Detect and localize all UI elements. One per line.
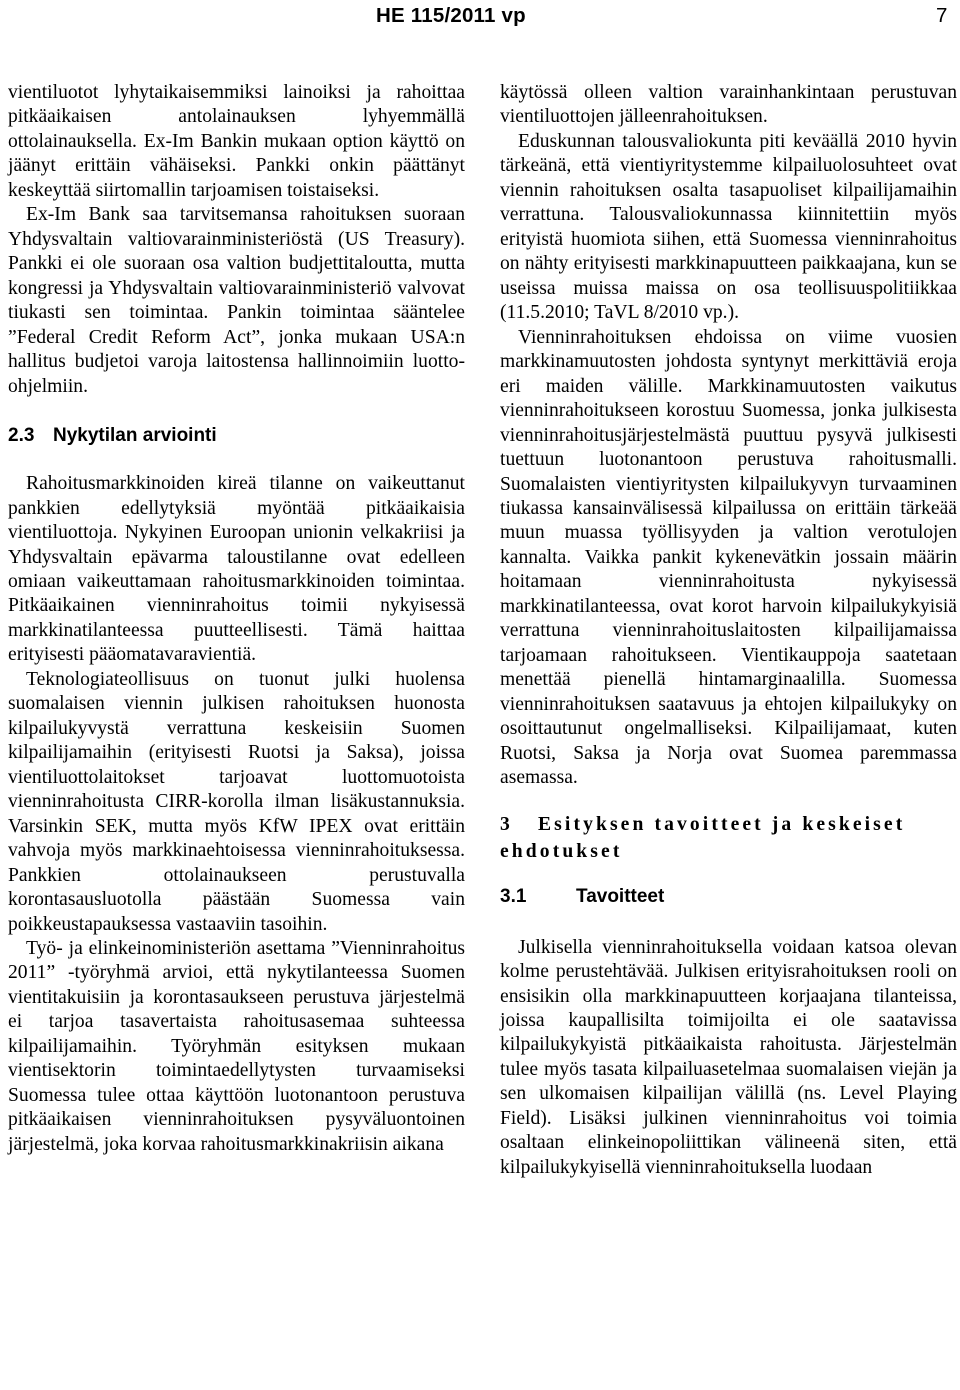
chapter-number: 3 <box>500 813 510 835</box>
paragraph: Teknologiateollisuus on tuonut julki huolensa suomalaisen viennin julkisen rahoituksen huonosta kilpailukyvystä verrattuna keskeisiin Suomen kilpailijamaihin (erityisesti Ruotsi ja Saksa), joissa vientiluottolaitokset tarjoavat luottomuotoista vienninrahoitusta CIRR-korolla ilman lisäkustannuksia. Varsinkin SEK, mutta myös KfW IPEX ovat erittäin vahvoja myös markkinaehtoisessa vienninrahoituksessa. Pankkien ottolainaukseen perustuvalla korontasausluotolla päästään Suomessa vain poikkeustapauksessa vastaaviin tasoihin. <box>8 668 465 935</box>
right-column <box>500 81 957 1180</box>
paragraph: käytössä olleen valtion varainhankintaan perustuvan vientiluottojen jälleenrahoituksen. <box>500 82 957 128</box>
paragraph: Julkisella vienninrahoituksella voidaan katsoa olevan kolme perustehtävää. Julkisen erityisrahoituksen rooli on ensisikin olla markkinapuutteen korjaajana tilanteissa, joissa kaupallisilta toimijoilta ei ole saatavissa kilpailukykyistä pitkäaikaista rahoitusta. Järjestelmän tulee myös tasata kilpailuasetelmaa suomalaisen viejän ja sen ulkomaisen kilpailijan välillä (ns. Level Playing Field). Lisäksi julkinen vienninrahoitus voi toimia osaltaan elinkeinopoliittikan välineenä siten, että kilpailukykyisellä vienninrahoituksella luodaan <box>500 936 957 1178</box>
paragraph: vientiluotot lyhytaikaisemmiksi lainoiksi ja rahoittaa pitkäaikaisen antolainauksen lyhyemmällä ottolainauksella. Ex-Im Bankin mukaan option käyttö on jäänyt erittäin vähäiseksi. Pankki onkin päättänyt keskeyttää siirtomallin tarjoamisen toistaiseksi. <box>8 82 465 201</box>
paragraph: Rahoitusmarkkinoiden kireä tilanne on vaikeuttanut pankkien edellytyksiä myöntää pitkäaikaisia vientiluottoja. Nykyinen Euroopan unionin velkakriisi ja Yhdysvaltain epävarma taloustilanne ovat edelleen omiaan vaikeuttamaan rahoitusmarkkinoiden toimintaa. Pitkäaikainen vienninrahoitus toimii nykyisessä markkinatilanteessa puutteellisesti. Tämä haittaa erityisesti pääomatavaravientiä. <box>8 473 465 666</box>
section-number: 2.3 <box>8 425 35 447</box>
subsection-title: Tavoitteet <box>576 885 665 907</box>
subsection-heading <box>500 885 957 909</box>
section-title: Nykytilan arviointi <box>53 425 217 447</box>
left-column <box>8 81 465 1157</box>
chapter-title: Esityksen tavoitteet ja keskeiset ehdotukset <box>500 813 906 862</box>
paragraph: Työ- ja elinkeinoministeriön asettama ”Vienninrahoitus 2011” -työryhmä arvioi, että nykytilanteessa Suomen vientitakuisiin ja korontasaukseen perustuva järjestelmä ei tarjoa tasavertaista rahoitusasemaa suhteessa kilpailijamaihin. Työryhmän esityksen mukaan vientisektorin toimintaedellytysten turvaamiseksi Suomessa tulee ottaa käyttöön luotonantoon perustuva pitkäaikaisen vienninrahoituksen pysyväluontoinen järjestelmä, joka korvaa rahoitusmarkkinakriisin aikana <box>8 938 465 1155</box>
page-number: 7 <box>936 4 948 27</box>
page-header <box>0 0 960 30</box>
subsection-number: 3.1 <box>500 885 527 907</box>
section-heading <box>8 424 465 448</box>
paragraph: Vienninrahoituksen ehdoissa on viime vuosien markkinamuutosten johdosta syntynyt merkittäviä eroja eri maiden välille. Markkinamuutosten vaikutus vienninrahoitukseen korostuu Suomessa, jonka julkisesta vienninrahoitusjärjestelmästä puuttuu pysyvä julkisesti tuettuun luotonantoon perustuva rahoitusmalli. Suomalaisten vientiyritysten kilpailukyvyn turvaaminen tiukassa kansainvälisessä kilpailussa on erittäin tärkeää muun muassa työllisyyden ja valtion verotulojen kannalta. Vaikka pankit kykenevätkin jossain määrin hoitamaan vienninrahoitusta nykyisessä markkinatilanteessa, ovat korot harvoin kilpailukykyisiä verrattuna vienninrahoituslaitosten kilpailijamaissa tarjoamaan rahoitukseen. Vientikauppoja saatetaan menettää pienellä hintamarginaalilla. Suomessa vienninrahoituksen saatavuus ja ehtojen kilpailukyky on osoittautunut ongelmalliseksi. Kilpailijamaat, kuten Ruotsi, Saksa ja Norja ovat Suomea paremmassa asemassa. <box>500 326 957 789</box>
chapter-heading <box>500 811 957 865</box>
paragraph: Eduskunnan talousvaliokunta piti keväällä 2010 hyvin tärkeänä, että vientiyritystemme kilpailuolosuhteet ovat viennin rahoituksen osalta tasapuoliset kilpailijamaihin verrattuna. Talousvaliokunnassa kiinnitettiin myös erityistä huomiota siihen, että Suomessa vienninrahoitus on nähty erityisesti markkinapuutteen paikkaajana, kun se useissa muissa maissa on osa teollisuuspolitiikkaa (11.5.2010; TaVL 8/2010 vp.). <box>500 130 957 324</box>
document-identifier: HE 115/2011 vp <box>376 4 526 27</box>
paragraph: Ex-Im Bank saa tarvitsemansa rahoituksen suoraan Yhdysvaltain valtiovarainministeriöstä (US Treasury). Pankki ei ole suoraan osa valtion budjettitaloutta, mutta kongressi ja Yhdysvaltain valtiovarainministeriö valvovat tiukasti sen toimintaa. Pankin toimintaa sääntelee ”Federal Credit Reform Act”, jonka mukaan USA:n hallitus budjetoi varoja laitostensa hallinnoimiin luotto-ohjelmiin. <box>8 204 465 397</box>
